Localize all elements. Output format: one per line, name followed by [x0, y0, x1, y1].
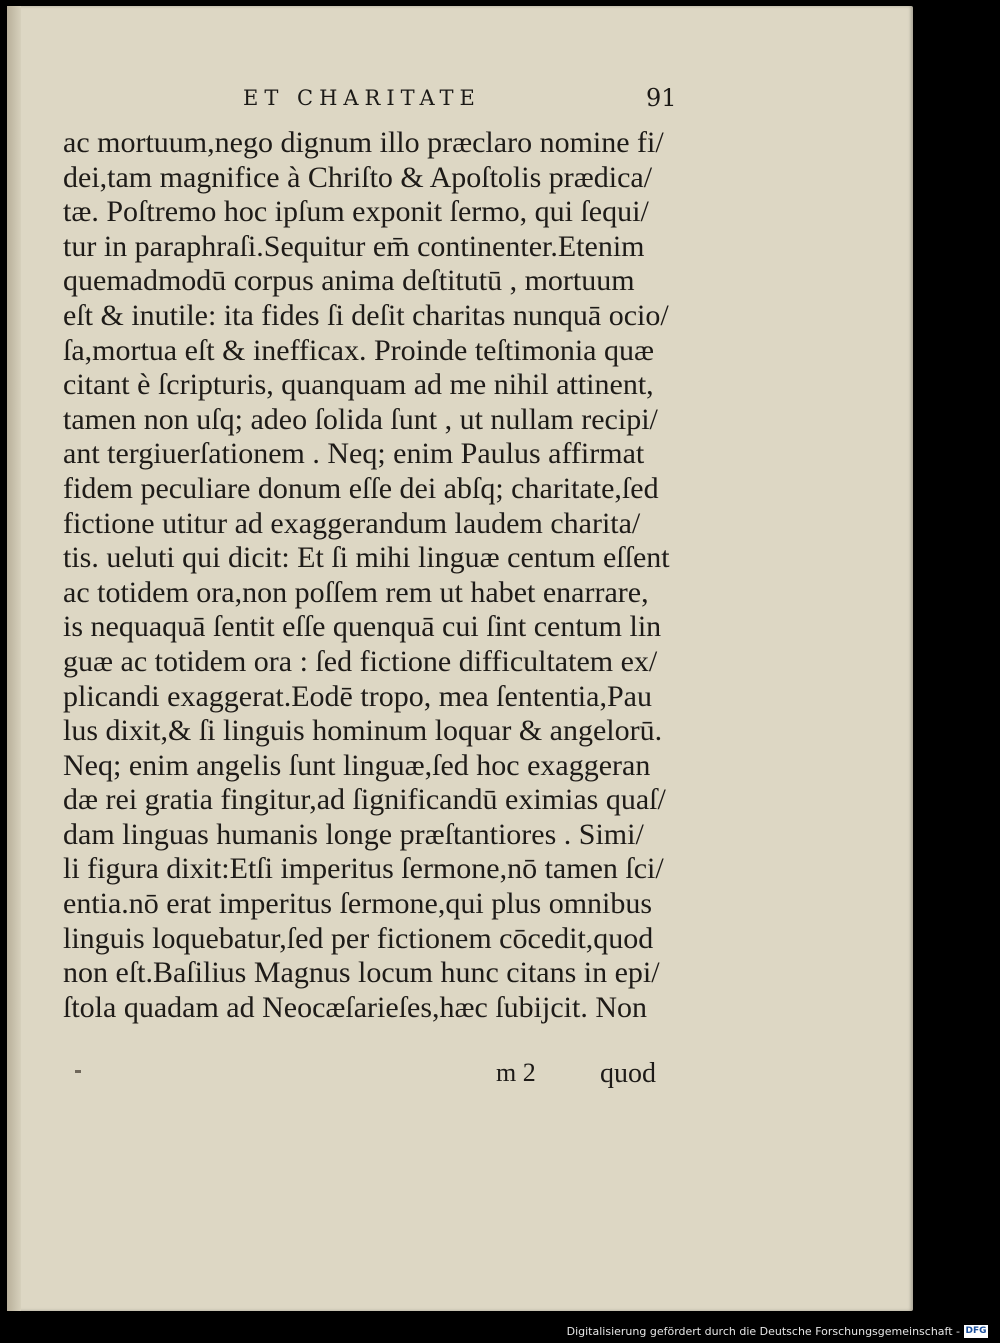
text-line: is nequaquā ſentit eſſe quenquā cui ſint centum lin [63, 610, 662, 644]
dfg-logo-icon: DFG [965, 1326, 987, 1336]
text-line: li figura dixit:Etſi imperitus ſermone,nō tamen ſci/ [63, 852, 664, 886]
text-line: lus dixit,& ſi linguis hominum loquar & angelorū. [63, 714, 663, 748]
funding-credit: Digitalisierung gefördert durch die Deutsche Forschungsgemeinschaft - [566, 1325, 960, 1338]
catchword: quod [600, 1058, 656, 1089]
text-line: dei,tam magnifice à Chriſto & Apoſtolis prædica/ [63, 160, 653, 194]
text-line: linguis loquebatur,ſed per fictionem cōcedit,quod [63, 921, 654, 955]
scanned-page [3, 4, 993, 1315]
text-line: tur in paraphraſi.Sequitur em̄ continenter.Etenim [63, 229, 645, 263]
text-line: ac totidem ora,non poſſem rem ut habet enarrare, [63, 575, 649, 609]
text-line: dæ rei gratia fingitur,ad ſignificandū eximias quaſ/ [63, 783, 666, 817]
text-line: quemadmodū corpus anima deſtitutū , mortuum [63, 264, 635, 298]
text-line: citant è ſcripturis, quanquam ad me nihil attinent, [63, 368, 654, 402]
text-line: ſtola quadam ad Neocæſarieſes,hæc ſubijcit. Non [63, 990, 648, 1024]
text-line: fictione utitur ad exaggerandum laudem charita/ [63, 506, 641, 540]
text-line: entia.nō erat imperitus ſermone,qui plus omnibus [63, 887, 653, 921]
text-block [63, 126, 675, 1025]
text-line: tis. ueluti qui dicit: Et ſi mihi linguæ centum eſſent [63, 541, 670, 575]
text-line: ant tergiuerſationem . Neq; enim Paulus affirmat [63, 437, 645, 471]
text-line: ſa,mortua eſt & inefficax. Proinde teſtimonia quæ [63, 333, 654, 367]
text-line: non eſt.Baſilius Magnus locum hunc citans in epi/ [63, 956, 660, 990]
text-line: ac mortuum,nego dignum illo præclaro nomine fi/ [63, 126, 664, 159]
text-line: eſt & inutile: ita fides ſi deſit charitas nunquā ocio/ [63, 298, 669, 332]
text-line: tæ. Poſtremo hoc ipſum exponit ſermo, qui ſequi/ [63, 195, 649, 229]
text-line: plicandi exaggerat.Eodē tropo, mea ſententia,Pau [63, 679, 652, 713]
signature-mark: m 2 [496, 1058, 536, 1087]
text-line: guæ ac totidem ora : ſed fictione difficultatem ex/ [63, 644, 658, 678]
page-gutter [7, 6, 21, 1311]
ink-speck [75, 1070, 81, 1073]
running-head: ET CHARITATE [243, 86, 481, 110]
page-number: 91 [646, 84, 677, 112]
text-line: tamen non uſq; adeo ſolida ſunt , ut nullam recipi/ [63, 402, 658, 436]
text-line: fidem peculiare donum eſſe dei abſq; charitate,ſed [63, 471, 659, 505]
text-line: dam linguas humanis longe præſtantiores . Simi/ [63, 817, 644, 851]
text-line: Neq; enim angelis ſunt linguæ,ſed hoc exaggeran [63, 748, 651, 782]
